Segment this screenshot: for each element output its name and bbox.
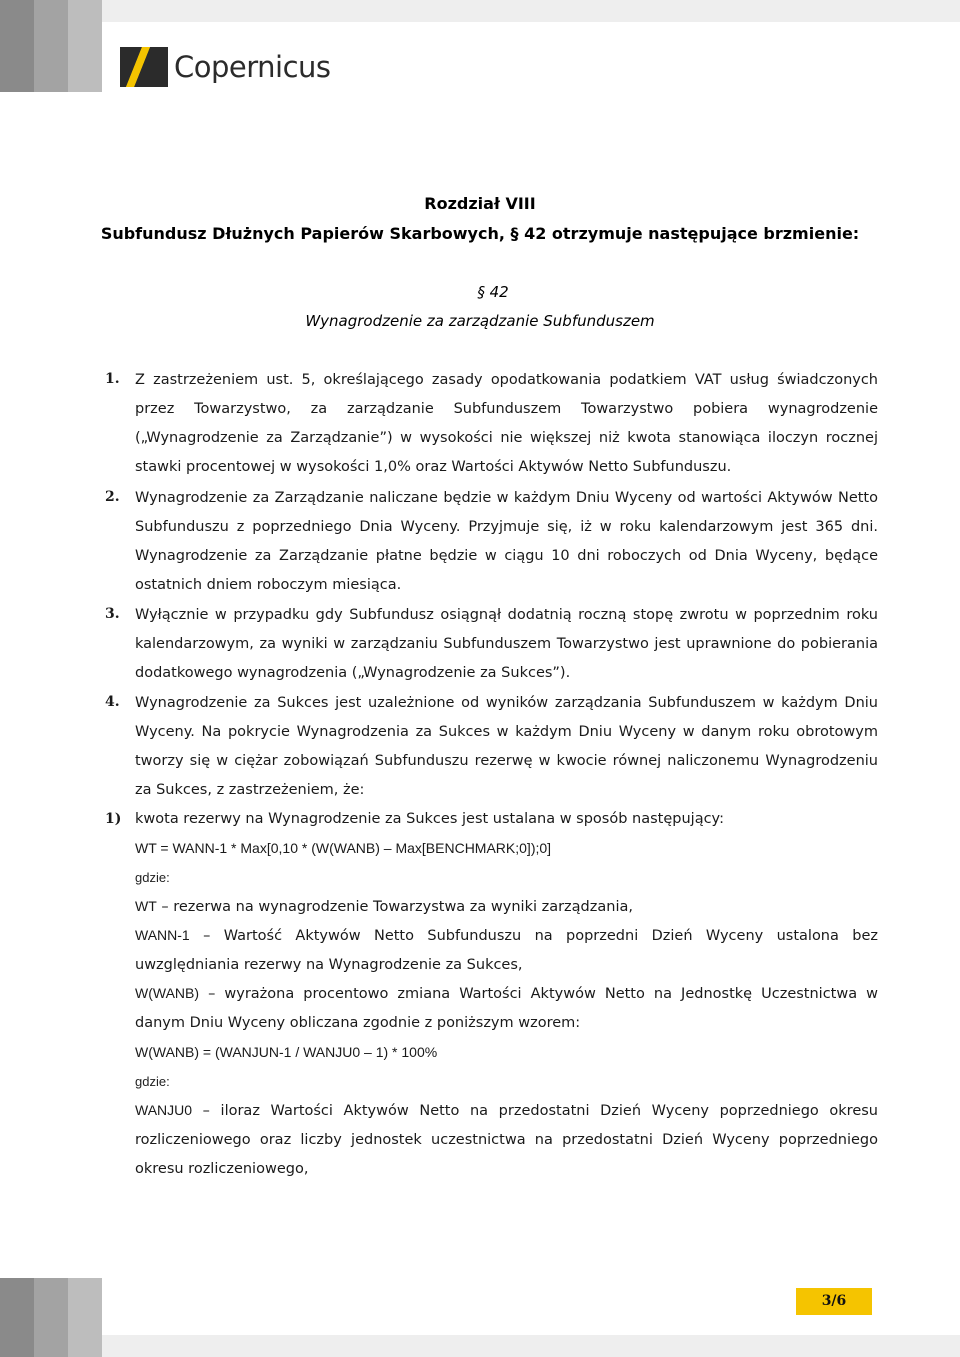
footer-bottom-strip <box>102 1335 960 1357</box>
paragraph-number: 4. <box>105 694 120 710</box>
where-label: gdzie: <box>135 870 170 885</box>
footer-stripe <box>0 1278 34 1357</box>
header-stripe <box>68 0 102 92</box>
definition <box>135 921 878 980</box>
paragraph: Wyłącznie w przypadku gdy Subfundusz osiągnął dodatnią roczną stopę zwrotu w poprzednim roku kalendarzowym, za wyniki w zarządzaniu Subfunduszem Towarzystwo jest uprawnione do pobierania dodatkowego wynagrodzenia („Wynagrodzenie za Sukces”). <box>135 607 878 681</box>
paragraph: Z zastrzeżeniem ust. 5, określającego zasady opodatkowania podatkiem VAT usług świadczonych przez Towarzystwo, za zarządzanie Subfunduszem Towarzystwo pobiera wynagrodzenie („Wynagrodzenie za Zarządzanie”) w wysokości nie większej niż kwota stanowiąca iloczyn rocznej stawki procentowej w wysokości 1,0% oraz Wartości Aktywów Netto Subfunduszu. <box>135 372 878 475</box>
subitem-number: 1) <box>105 811 122 827</box>
formula: WT = WANN-1 * Max[0,10 * (W(WANB) – Max[BENCHMARK;0]);0] <box>135 840 552 856</box>
header-stripe <box>34 0 68 92</box>
logo-text: Copernicus <box>174 50 331 84</box>
chapter-title: Rozdział VIII <box>424 194 536 213</box>
footer-stripe <box>68 1278 102 1357</box>
definition-term: WANN-1 <box>135 927 190 943</box>
header-top-strip <box>102 0 960 22</box>
header-band <box>0 0 960 92</box>
paragraph-number: 2. <box>105 489 120 505</box>
paragraph: Wynagrodzenie za Zarządzanie naliczane będzie w każdym Dniu Wyceny od wartości Aktywów Netto Subfunduszu z poprzedniego Dnia Wyceny. Przyjmuje się, iż w roku kalendarzowym jest 365 dni. Wynagrodzenie za Zarządzanie płatne będzie w ciągu 10 dni roboczych od Dnia Wyceny, będące ostatnich dniem roboczym miesiąca. <box>135 490 878 593</box>
definition-text: – Wartość Aktywów Netto Subfunduszu na poprzedni Dzień Wyceny ustalona bez uwzględniania rezerwy na Wynagrodzenie za Sukces, <box>135 928 879 973</box>
definition-text: – iloraz Wartości Aktywów Netto na przedostatni Dzień Wyceny poprzedniego okresu rozliczeniowego oraz liczby jednostek uczestnictwa na przedostatni Dzień Wyceny poprzedniego okresu rozliczeniowego, <box>135 1103 878 1177</box>
paragraph-number: 3. <box>105 606 120 622</box>
definition <box>135 1096 878 1184</box>
definition <box>135 892 878 922</box>
paragraph-number: 1. <box>105 371 120 387</box>
subitem-text: kwota rezerwy na Wynagrodzenie za Sukces jest ustalana w sposób następujący: <box>135 811 724 827</box>
company-logo <box>120 45 331 89</box>
page-number: 3/6 <box>796 1288 872 1315</box>
section-title: Wynagrodzenie za zarządzanie Subfunduszem <box>305 312 655 330</box>
definition-term: WT <box>135 898 157 914</box>
footer-stripe <box>34 1278 68 1357</box>
where-label: gdzie: <box>135 1074 170 1089</box>
definition-term: W(WANB) <box>135 985 200 1001</box>
header-stripe <box>0 0 34 92</box>
paragraph: Wynagrodzenie za Sukces jest uzależnione od wyników zarządzania Subfunduszem w każdym Dniu Wyceny. Na pokrycie Wynagrodzenia za Sukces w każdym Dniu Wyceny w danym roku obrotowym tworzy się w ciężar zobowiązań Subfunduszu rezerwę w kwocie równej naliczonemu Wynagrodzeniu za Sukces, z zastrzeżeniem, że: <box>135 695 878 798</box>
formula: W(WANB) = (WANJUN-1 / WANJU0 – 1) * 100% <box>135 1044 438 1060</box>
definition-text: – wyrażona procentowo zmiana Wartości Aktywów Netto na Jednostkę Uczestnictwa w danym Dniu Wyceny obliczana zgodnie z poniższym wzorem: <box>135 986 879 1031</box>
copernicus-logo-icon <box>120 47 168 87</box>
chapter-subtitle: Subfundusz Dłużnych Papierów Skarbowych, § 42 otrzymuje następujące brzmienie: <box>100 224 860 243</box>
definition-text: – rezerwa na wynagrodzenie Towarzystwa za wyniki zarządzania, <box>161 899 633 915</box>
definition <box>135 979 878 1038</box>
definition-term: WANJU0 <box>135 1102 193 1118</box>
section-number: § 42 <box>477 283 509 301</box>
